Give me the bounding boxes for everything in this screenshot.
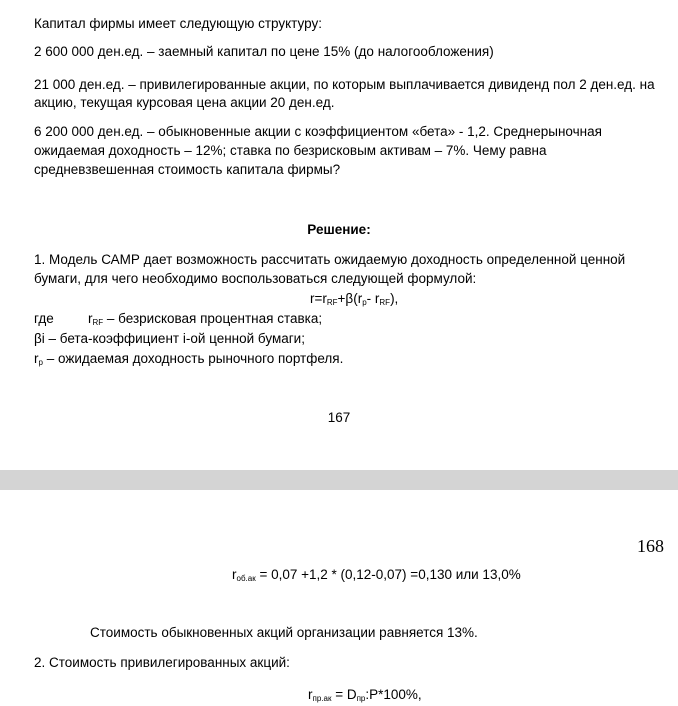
definition-market-return: $r_p$ – ожидаемая доходность рыночного портфеля. (34, 351, 344, 367)
page-separator (0, 470, 678, 490)
page-number: 168 (637, 536, 664, 556)
definition-beta: βi – бета-коэффициент i-ой ценной бумаги; (34, 331, 305, 346)
task-item-common-line1: 6 200 000 ден.ед. – обыкновенные акции с коэффициентом «бета» - 1,2. Среднерыночная (34, 124, 602, 139)
document-page-168 (0, 490, 678, 706)
page-number: 167 (327, 410, 351, 425)
preferred-formula: $r_{пр.ак}$ = $D_{пр}:P*100\%$, (308, 687, 422, 703)
task-intro: Капитал фирмы имеет следующую структуру: (34, 16, 322, 31)
solution-p2: 2. Стоимость привилегированных акций: (34, 655, 290, 670)
task-item-preferred-line2: акцию, текущая курсовая цена акции 20 ден.ед. (34, 95, 335, 110)
task-item-common-line2: ожидаемая доходность – 12%; ставка по безрисковым активам – 7%. Чему равна (34, 143, 547, 158)
conclusion-common-stock: Стоимость обыкновенных акций организации равняется 13%. (90, 625, 478, 640)
task-item-debt: 2 600 000 ден.ед. – заемный капитал по цене 15% (до налогообложения) (34, 44, 494, 59)
common-stock-calc: $r_{об.ак} = 0,07 +1,2 * (0,12-0,07) =0,130$ или 13,0% (232, 567, 521, 583)
where-label: где (34, 311, 54, 326)
capm-formula: $r=r_{RF}+\beta(r_p-$ $r_{RF}$), (310, 291, 399, 307)
task-item-common-line3: средневзвешенная стоимость капитала фирмы? (34, 162, 341, 177)
solution-p1-line2: бумаги, для чего необходимо воспользоваться следующей формулой: (34, 271, 477, 286)
definition-risk-free: $r_{RF}$ – безрисковая процентная ставка; (88, 311, 323, 327)
task-item-preferred-line1: 21 000 ден.ед. – привилегированные акции, по которым выплачивается дивиденд пол 2 ден.ед. на (34, 77, 655, 92)
solution-heading: Решение: (307, 222, 371, 237)
solution-p1-line1: 1. Модель САМР дает возможность рассчитать ожидаемую доходность определенной ценной (34, 252, 626, 267)
